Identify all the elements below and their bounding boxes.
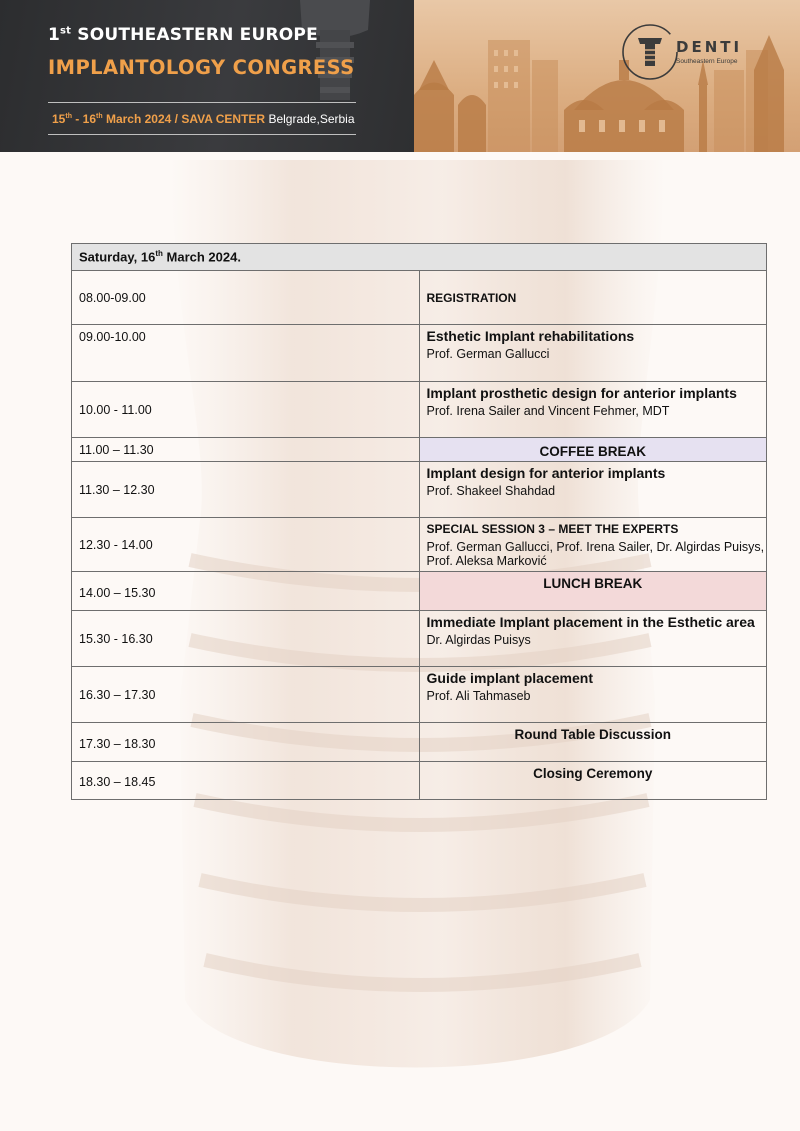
table-row xyxy=(72,325,767,382)
session-time: 10.00 - 11.00 xyxy=(72,382,420,438)
day-date-text: Saturday, 16 xyxy=(79,249,156,265)
congress-date-venue xyxy=(52,112,355,126)
date-separator: - xyxy=(71,112,83,126)
table-row xyxy=(72,572,767,611)
session-speaker: Prof. Shakeel Shahdad xyxy=(426,484,556,498)
table-row xyxy=(72,667,767,723)
table-row xyxy=(72,762,767,800)
session-speaker: Prof. Ali Tahmaseb xyxy=(426,689,531,703)
ordinal-number: 1 xyxy=(48,25,61,45)
session-cell xyxy=(419,518,767,572)
date-end-day: 16 xyxy=(82,112,96,126)
session-cell xyxy=(419,382,767,438)
schedule-table xyxy=(71,243,767,800)
session-speaker: Prof. German Gallucci, Prof. Irena Sailer, Dr. Algirdas Puisys, Prof. Aleksa Marković xyxy=(426,540,765,568)
title-line1-text: SOUTHEASTERN EUROPE xyxy=(71,25,318,45)
session-time: 16.30 – 17.30 xyxy=(72,667,420,723)
date-start-suffix: th xyxy=(65,113,72,120)
date-start-day: 15 xyxy=(52,112,66,126)
day-header-cell xyxy=(72,244,767,271)
congress-title-line2: IMPLANTOLOGY CONGRESS xyxy=(48,56,355,79)
session-speaker: Dr. Algirdas Puisys xyxy=(426,633,531,647)
session-time: 11.30 – 12.30 xyxy=(72,462,420,518)
session-speaker: Prof. Irena Sailer and Vincent Fehmer, MDT xyxy=(426,404,670,418)
day-header-row xyxy=(72,244,767,271)
session-speaker: Prof. German Gallucci xyxy=(426,347,550,361)
session-title: Guide implant placement xyxy=(426,670,593,686)
logo-wordmark: DENTI xyxy=(676,38,743,56)
session-cell xyxy=(419,667,767,723)
table-row xyxy=(72,723,767,762)
session-cell xyxy=(419,271,767,325)
session-title: Implant design for anterior implants xyxy=(426,465,666,481)
day-date-rest: March 2024. xyxy=(162,249,241,265)
day-date-suffix: th xyxy=(155,249,163,259)
session-title: REGISTRATION xyxy=(426,291,517,305)
session-time: 14.00 – 15.30 xyxy=(72,572,420,611)
table-row xyxy=(72,611,767,667)
table-row xyxy=(72,462,767,518)
closing-ceremony-cell: Closing Ceremony xyxy=(419,762,767,800)
round-table-cell: Round Table Discussion xyxy=(419,723,767,762)
session-time: 12.30 - 14.00 xyxy=(72,518,420,572)
implant-graphic-icon xyxy=(280,0,390,110)
date-end-suffix: th xyxy=(96,113,103,120)
ordinal-suffix: st xyxy=(60,25,72,37)
header-divider-top xyxy=(48,102,356,103)
city-skyline-icon xyxy=(414,0,800,152)
header-divider-bottom xyxy=(48,134,356,135)
table-row xyxy=(72,271,767,325)
session-time: 11.00 – 11.30 xyxy=(72,438,420,462)
table-row xyxy=(72,518,767,572)
session-title: Esthetic Implant rehabilitations xyxy=(426,328,635,344)
session-time: 15.30 - 16.30 xyxy=(72,611,420,667)
congress-title-line1 xyxy=(48,25,318,45)
session-time: 08.00-09.00 xyxy=(72,271,420,325)
session-title: Immediate Implant placement in the Esthetic area xyxy=(426,614,755,630)
session-cell xyxy=(419,325,767,382)
session-time: 09.00-10.00 xyxy=(72,325,420,382)
table-row xyxy=(72,382,767,438)
session-cell xyxy=(419,611,767,667)
congress-header-banner xyxy=(0,0,800,152)
venue-city: Belgrade,Serbia xyxy=(265,112,355,126)
session-cell xyxy=(419,462,767,518)
lunch-break-cell: LUNCH BREAK xyxy=(419,572,767,611)
session-title: SPECIAL SESSION 3 – MEET THE EXPERTS xyxy=(426,522,679,536)
date-text: March 2024 / SAVA CENTER xyxy=(102,112,266,126)
session-title: Implant prosthetic design for anterior implants xyxy=(426,385,737,401)
coffee-break-cell: COFFEE BREAK xyxy=(419,438,767,462)
session-time: 17.30 – 18.30 xyxy=(72,723,420,762)
table-row xyxy=(72,438,767,462)
denti-logo-icon xyxy=(620,22,680,82)
session-time: 18.30 – 18.45 xyxy=(72,762,420,800)
logo-subtitle: Southeastern Europe xyxy=(676,58,738,65)
